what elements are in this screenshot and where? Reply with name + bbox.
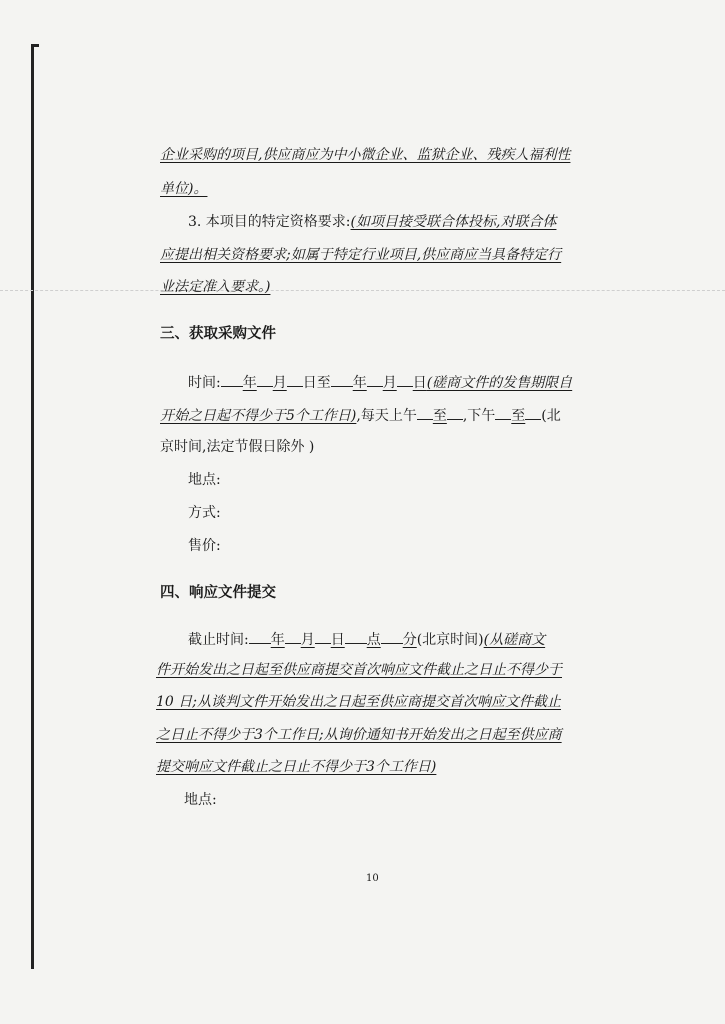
blank-field [257, 372, 273, 387]
day-label: 日 [330, 632, 345, 648]
scan-fold-line [0, 290, 725, 291]
blank-field [221, 372, 243, 387]
section-3-method: 方式: [188, 505, 221, 521]
special-qualification-label: 3. 本项目的特定资格要求: [188, 214, 351, 230]
month-label: 月 [300, 632, 315, 648]
binding-tick [34, 44, 39, 47]
blank-field [381, 629, 403, 644]
blank-field [345, 629, 367, 644]
paragraph-1-line-1: 企业采购的项目,供应商应为中小微企业、监狱企业、残疾人福利性 [160, 147, 571, 163]
blank-field [249, 629, 271, 644]
blank-field [285, 629, 301, 644]
daily-label: ,每天上午 [356, 408, 417, 424]
year-label-2: 年 [352, 375, 367, 391]
section-4-place: 地点: [184, 792, 217, 808]
time-label: 时间: [188, 375, 221, 391]
section-4-deadline-line-1 [188, 629, 545, 649]
section-3-heading: 三、获取采购文件 [160, 326, 276, 342]
blank-field [315, 629, 331, 644]
page-number: 10 [366, 873, 379, 884]
section-4-deadline-line-4: 之日止不得少于3个工作日;从询价通知书开始发出之日起至供应商 [156, 727, 562, 743]
minute-label: 分 [402, 632, 417, 648]
afternoon-label: ,下午 [462, 408, 496, 424]
to-label: 至 [432, 408, 447, 424]
beijing-time-label: (北京时间) [416, 632, 484, 648]
section-4-heading: 四、响应文件提交 [160, 585, 276, 601]
paragraph-2-line-3: 业法定准入要求。) [160, 279, 271, 295]
sale-period-note-a: (磋商文件的发售期限自 [426, 375, 573, 391]
section-4-deadline-line-5: 提交响应文件截止之日止不得少于3个工作日) [156, 759, 437, 775]
section-3-time-line-1 [188, 372, 572, 392]
year-label: 年 [242, 375, 257, 391]
section-4-deadline-line-3: 10 日;从谈判文件开始发出之日起至供应商提交首次响应文件截止 [156, 694, 561, 710]
section-3-time-line-2 [160, 405, 561, 425]
day-label-2: 日 [412, 375, 427, 391]
blank-field [495, 405, 511, 420]
blank-field [447, 405, 463, 420]
month-label-2: 月 [382, 375, 397, 391]
blank-field [331, 372, 353, 387]
section-3-time-line-3: 京时间,法定节假日除外 ) [160, 439, 315, 455]
month-label: 月 [272, 375, 287, 391]
section-4-deadline-line-2: 件开始发出之日起至供应商提交首次响应文件截止之日止不得少于 [156, 662, 562, 678]
deadline-note-1: (从磋商文 [483, 632, 546, 648]
sale-period-note-b: 开始之日起不得少于5个工作日) [160, 408, 357, 424]
deadline-label: 截止时间: [188, 632, 249, 648]
special-qualification-note: (如项目接受联合体投标,对联合体 [350, 214, 557, 230]
year-label: 年 [270, 632, 285, 648]
blank-field [367, 372, 383, 387]
blank-field [287, 372, 303, 387]
section-3-price: 售价: [188, 538, 221, 554]
beijing-open-label: (北 [541, 408, 561, 424]
blank-field [397, 372, 413, 387]
paragraph-1-line-2: 单位)。 [160, 181, 208, 197]
paragraph-2-line-1 [188, 213, 556, 231]
day-to-label: 日至 [302, 375, 331, 391]
blank-field [417, 405, 433, 420]
to-label-2: 至 [511, 408, 526, 424]
paragraph-2-line-2: 应提出相关资格要求;如属于特定行业项目,供应商应当具备特定行 [160, 247, 562, 263]
blank-field [525, 405, 541, 420]
section-3-place: 地点: [188, 472, 221, 488]
hour-label: 点 [366, 632, 381, 648]
binding-edge-line [31, 44, 34, 969]
